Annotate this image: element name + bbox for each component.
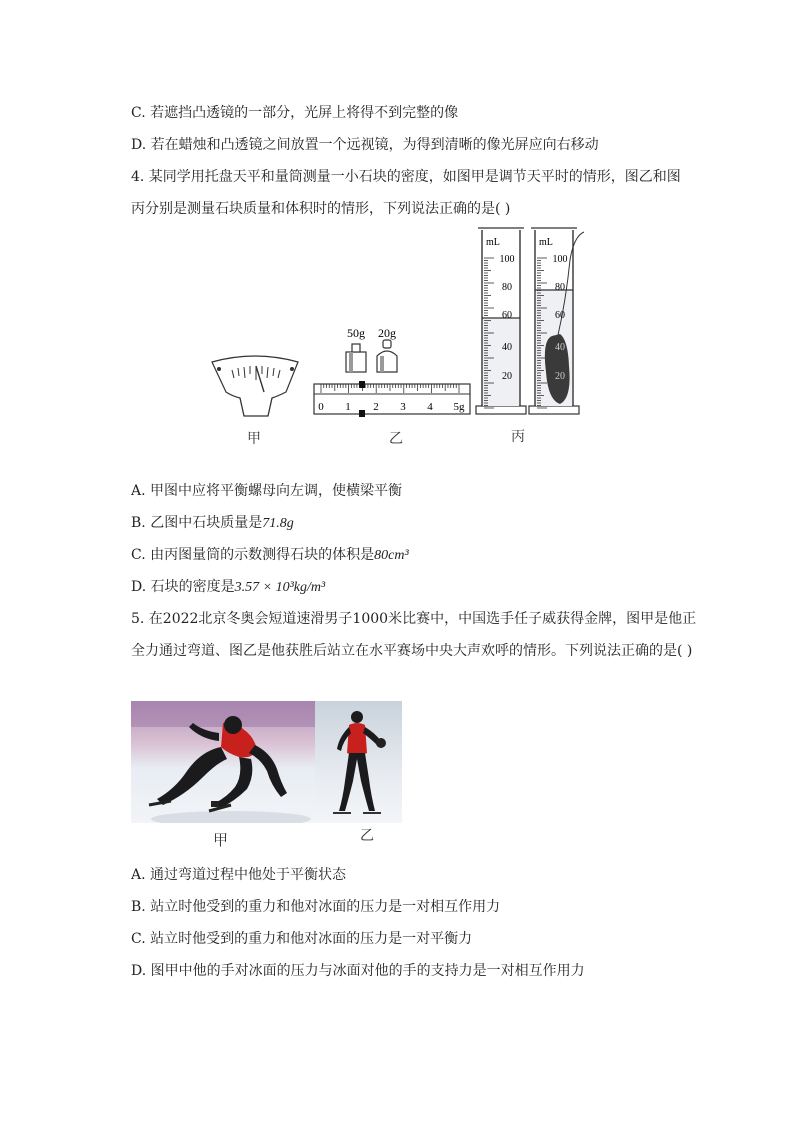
fig4-caption-yi: 乙: [389, 431, 403, 447]
q4-figure: [205, 222, 585, 447]
cyl-left-tick-20: 20: [502, 371, 512, 382]
q4-option-b-text: B. 乙图中石块质量是: [131, 515, 263, 531]
cyl-left-tick-80: 80: [502, 282, 512, 293]
option-d-q3: D. 若在蜡烛和凸透镜之间放置一个远视镜，为得到清晰的像光屏应向右移动: [131, 137, 599, 153]
cyl-left-unit: mL: [486, 237, 500, 248]
balance-dial: [212, 356, 298, 416]
balance-beam-ruler: [314, 381, 470, 417]
ruler-tick-4: 4: [427, 401, 433, 413]
ruler-tick-2: 2: [373, 401, 379, 413]
q4-option-b-value: 71.8g: [262, 516, 294, 531]
rider-marker-bottom: [359, 410, 365, 417]
ruler-tick-3: 3: [400, 401, 406, 413]
q5-stem-line2: 全力通过弯道、图乙是他获胜后站立在水平赛场中央大声欢呼的情形。下列说法正确的是( ): [131, 643, 693, 659]
cyl-left-tick-40: 40: [502, 342, 512, 353]
q5-option-b: B. 站立时他受到的重力和他对冰面的压力是一对相互作用力: [131, 899, 501, 915]
cyl-right-tick-40: 40: [555, 342, 565, 353]
weight-20g: [377, 340, 397, 372]
cyl-left-tick-100: 100: [499, 254, 515, 265]
q4-option-d-text: D. 石块的密度是: [131, 579, 235, 595]
q4-option-c-value: 80cm³: [374, 548, 409, 563]
cyl-left-tick-60: 60: [502, 310, 512, 321]
ruler-tick-0: 0: [318, 401, 324, 413]
cyl-right-tick-20: 20: [555, 371, 565, 382]
photo-skater-cornering: [131, 701, 315, 823]
rider-marker-top: [359, 381, 365, 388]
weight-20g-label: 20g: [378, 326, 396, 340]
cyl-right-tick-100: 100: [552, 254, 568, 265]
fig5-caption-jia: 甲: [213, 831, 229, 849]
fig5-caption-yi: 乙: [360, 828, 374, 844]
fig4-caption-jia: 甲: [247, 431, 261, 447]
q4-stem-line2: 丙分别是测量石块质量和体积时的情形，下列说法正确的是( ): [131, 201, 511, 217]
q4-option-c: [131, 546, 409, 565]
q5-option-c: C. 站立时他受到的重力和他对冰面的压力是一对平衡力: [131, 931, 473, 947]
option-c-q3: C. 若遮挡凸透镜的一部分，光屏上将得不到完整的像: [131, 105, 459, 121]
weight-50g: [346, 344, 366, 372]
q4-option-c-text: C. 由丙图量筒的示数测得石块的体积是: [131, 547, 375, 563]
ruler-tick-5: 5g: [453, 401, 465, 413]
photo-skater-celebrating: [315, 701, 402, 823]
q4-option-b: [131, 514, 294, 533]
q4-stem-line1: 4. 某同学用托盘天平和量筒测量一小石块的密度，如图甲是调节天平时的情形，图乙和图: [131, 169, 681, 185]
cyl-right-unit: mL: [539, 237, 553, 248]
q5-option-d: D. 图甲中他的手对冰面的压力与冰面对他的手的支持力是一对相互作用力: [131, 963, 585, 979]
fig4-caption-bing: 丙: [511, 429, 525, 445]
q4-option-d: [131, 578, 325, 597]
cyl-right-tick-80: 80: [555, 282, 565, 293]
q5-option-a: A. 通过弯道过程中他处于平衡状态: [131, 867, 347, 883]
ruler-tick-1: 1: [345, 401, 351, 413]
q4-option-a: A. 甲图中应将平衡螺母向左调，使横梁平衡: [131, 483, 403, 499]
q4-option-d-value: 3.57 × 10³kg/m³: [234, 580, 326, 595]
cyl-right-tick-60: 60: [555, 310, 565, 321]
q5-stem-line1: 5. 在2022北京冬奥会短道速滑男子1000米比赛中，中国选手任子威获得金牌，图甲是他正: [131, 611, 697, 627]
weight-50g-label: 50g: [347, 326, 365, 340]
